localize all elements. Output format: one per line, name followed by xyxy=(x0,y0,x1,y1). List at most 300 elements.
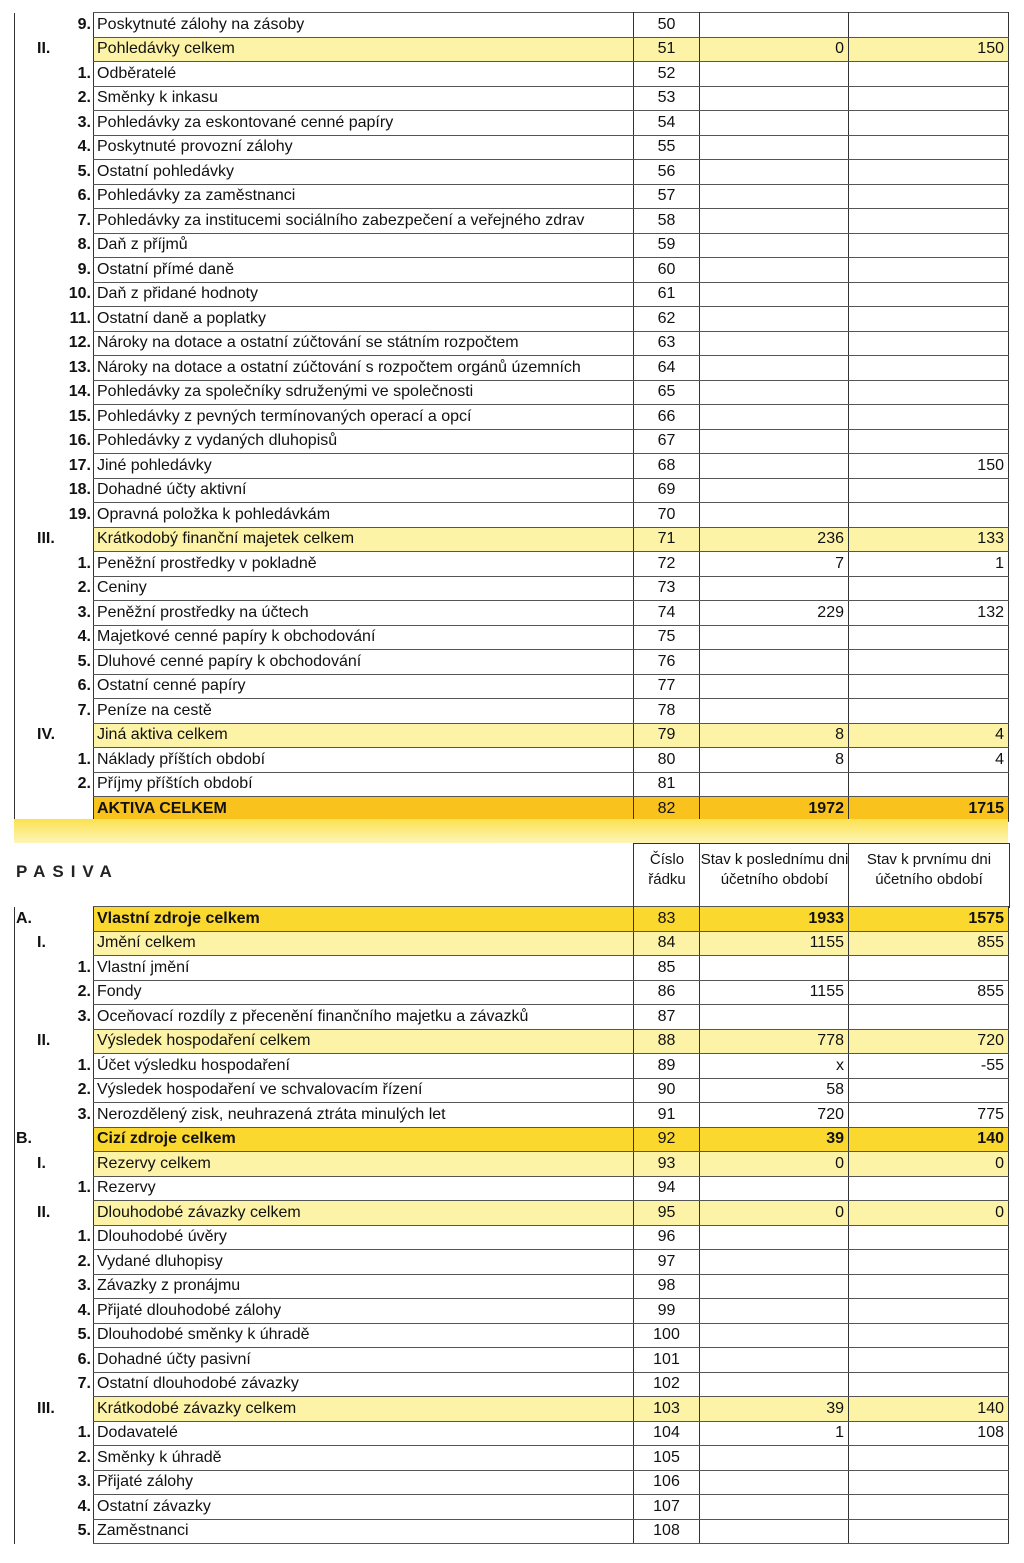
row-label: Fondy xyxy=(94,980,634,1005)
value-last-day xyxy=(700,209,849,234)
row-code: 1. xyxy=(15,956,94,981)
row-code: 1. xyxy=(15,62,94,87)
pasiva-title: PASIVA xyxy=(16,862,119,881)
row-number: 67 xyxy=(634,429,700,454)
row-number: 101 xyxy=(634,1348,700,1373)
row-code: 5. xyxy=(15,1323,94,1348)
table-row xyxy=(15,1299,1009,1324)
value-first-day: 855 xyxy=(849,980,1009,1005)
value-last-day: 1 xyxy=(700,1421,849,1446)
table-row xyxy=(15,1103,1009,1128)
row-code: I. xyxy=(15,1152,94,1177)
table-row xyxy=(15,405,1009,430)
row-code: A. xyxy=(15,907,94,932)
value-first-day xyxy=(849,1372,1009,1397)
value-last-day xyxy=(700,1470,849,1495)
row-code: 5. xyxy=(15,650,94,675)
table-row xyxy=(15,797,1009,822)
table-row xyxy=(15,1274,1009,1299)
row-label: Ostatní cenné papíry xyxy=(94,674,634,699)
pasiva-table xyxy=(14,906,1009,1544)
row-label: Ostatní pohledávky xyxy=(94,160,634,185)
row-label: Pohledávky za společníky sdruženými ve společnosti xyxy=(94,380,634,405)
row-code: 6. xyxy=(15,1348,94,1373)
header-last-day: Stav k poslednímu dni účetního období xyxy=(699,843,849,908)
row-number: 96 xyxy=(634,1225,700,1250)
table-row xyxy=(15,1054,1009,1079)
row-label: Poskytnuté zálohy na zásoby xyxy=(94,13,634,38)
row-label: Směnky k úhradě xyxy=(94,1446,634,1471)
row-label: Zaměstnanci xyxy=(94,1519,634,1544)
row-code: 5. xyxy=(15,160,94,185)
table-row xyxy=(15,723,1009,748)
row-number: 53 xyxy=(634,86,700,111)
row-label: Pohledávky za eskontované cenné papíry xyxy=(94,111,634,136)
row-number: 106 xyxy=(634,1470,700,1495)
row-code: 7. xyxy=(15,209,94,234)
value-first-day xyxy=(849,1495,1009,1520)
value-last-day: 39 xyxy=(700,1397,849,1422)
value-first-day xyxy=(849,233,1009,258)
row-number: 89 xyxy=(634,1054,700,1079)
row-label: Směnky k inkasu xyxy=(94,86,634,111)
row-code: 7. xyxy=(15,699,94,724)
row-label: Jiné pohledávky xyxy=(94,454,634,479)
table-row xyxy=(15,258,1009,283)
row-code: 13. xyxy=(15,356,94,381)
value-first-day xyxy=(849,1078,1009,1103)
value-first-day: 150 xyxy=(849,454,1009,479)
row-label: Odběratelé xyxy=(94,62,634,87)
row-code: 2. xyxy=(15,86,94,111)
row-code: 4. xyxy=(15,625,94,650)
row-code: 4. xyxy=(15,135,94,160)
row-label: Cizí zdroje celkem xyxy=(94,1127,634,1152)
row-code: 1. xyxy=(15,1176,94,1201)
table-row xyxy=(15,907,1009,932)
value-first-day xyxy=(849,674,1009,699)
value-last-day xyxy=(700,1225,849,1250)
value-last-day xyxy=(700,331,849,356)
value-first-day xyxy=(849,429,1009,454)
value-last-day xyxy=(700,1495,849,1520)
row-number: 94 xyxy=(634,1176,700,1201)
value-first-day xyxy=(849,1250,1009,1275)
value-first-day xyxy=(849,307,1009,332)
row-code: II. xyxy=(15,1029,94,1054)
value-last-day xyxy=(700,478,849,503)
row-number: 102 xyxy=(634,1372,700,1397)
row-number: 60 xyxy=(634,258,700,283)
table-row xyxy=(15,184,1009,209)
table-row xyxy=(15,931,1009,956)
row-code: 7. xyxy=(15,1372,94,1397)
value-last-day: 1972 xyxy=(700,797,849,822)
table-row xyxy=(15,1323,1009,1348)
table-row xyxy=(15,650,1009,675)
row-number: 65 xyxy=(634,380,700,405)
table-row xyxy=(15,307,1009,332)
value-first-day: 1715 xyxy=(849,797,1009,822)
value-last-day xyxy=(700,282,849,307)
row-number: 52 xyxy=(634,62,700,87)
row-code: 6. xyxy=(15,674,94,699)
table-row xyxy=(15,1201,1009,1226)
row-number: 69 xyxy=(634,478,700,503)
row-label: Ceniny xyxy=(94,576,634,601)
value-last-day xyxy=(700,503,849,528)
row-number: 86 xyxy=(634,980,700,1005)
row-code xyxy=(15,797,94,822)
table-row xyxy=(15,699,1009,724)
row-code: 18. xyxy=(15,478,94,503)
row-number: 90 xyxy=(634,1078,700,1103)
value-last-day: 7 xyxy=(700,552,849,577)
value-first-day xyxy=(849,1323,1009,1348)
value-first-day xyxy=(849,331,1009,356)
value-last-day xyxy=(700,1274,849,1299)
value-first-day: 108 xyxy=(849,1421,1009,1446)
row-number: 107 xyxy=(634,1495,700,1520)
value-first-day xyxy=(849,135,1009,160)
value-first-day xyxy=(849,86,1009,111)
row-code: 12. xyxy=(15,331,94,356)
value-last-day: 0 xyxy=(700,37,849,62)
row-label: Závazky z pronájmu xyxy=(94,1274,634,1299)
row-code: 15. xyxy=(15,405,94,430)
row-label: Pohledávky za zaměstnanci xyxy=(94,184,634,209)
row-number: 55 xyxy=(634,135,700,160)
value-last-day xyxy=(700,307,849,332)
row-number: 58 xyxy=(634,209,700,234)
value-first-day xyxy=(849,184,1009,209)
value-first-day xyxy=(849,772,1009,797)
value-first-day xyxy=(849,1274,1009,1299)
table-row xyxy=(15,62,1009,87)
row-number: 77 xyxy=(634,674,700,699)
table-row xyxy=(15,552,1009,577)
row-code: 4. xyxy=(15,1299,94,1324)
value-last-day xyxy=(700,356,849,381)
table-row xyxy=(15,1348,1009,1373)
table-row xyxy=(15,380,1009,405)
value-last-day xyxy=(700,429,849,454)
row-label: Výsledek hospodaření ve schvalovacím řízení xyxy=(94,1078,634,1103)
table-row xyxy=(15,674,1009,699)
row-number: 73 xyxy=(634,576,700,601)
table-row xyxy=(15,1372,1009,1397)
value-first-day xyxy=(849,160,1009,185)
value-first-day xyxy=(849,1348,1009,1373)
row-number: 61 xyxy=(634,282,700,307)
value-first-day: 0 xyxy=(849,1201,1009,1226)
row-label: Nerozdělený zisk, neuhrazená ztráta minulých let xyxy=(94,1103,634,1128)
row-number: 54 xyxy=(634,111,700,136)
row-number: 88 xyxy=(634,1029,700,1054)
value-last-day: 1155 xyxy=(700,931,849,956)
table-row xyxy=(15,1152,1009,1177)
row-label: Dlouhodobé závazky celkem xyxy=(94,1201,634,1226)
row-code: 2. xyxy=(15,1250,94,1275)
value-last-day xyxy=(700,1323,849,1348)
row-label: Opravná položka k pohledávkám xyxy=(94,503,634,528)
table-row xyxy=(15,956,1009,981)
row-code: 16. xyxy=(15,429,94,454)
table-row xyxy=(15,625,1009,650)
row-label: Rezervy xyxy=(94,1176,634,1201)
value-last-day xyxy=(700,405,849,430)
row-number: 63 xyxy=(634,331,700,356)
value-last-day xyxy=(700,160,849,185)
value-first-day: -55 xyxy=(849,1054,1009,1079)
row-number: 81 xyxy=(634,772,700,797)
row-number: 51 xyxy=(634,37,700,62)
row-label: Účet výsledku hospodaření xyxy=(94,1054,634,1079)
value-last-day: 236 xyxy=(700,527,849,552)
value-last-day xyxy=(700,184,849,209)
table-row xyxy=(15,772,1009,797)
value-last-day xyxy=(700,1446,849,1471)
row-code: 3. xyxy=(15,1274,94,1299)
table-row xyxy=(15,233,1009,258)
row-number: 75 xyxy=(634,625,700,650)
value-last-day xyxy=(700,1176,849,1201)
row-code: II. xyxy=(15,1201,94,1226)
table-row xyxy=(15,1225,1009,1250)
row-code: II. xyxy=(15,37,94,62)
row-label: Dlouhodobé směnky k úhradě xyxy=(94,1323,634,1348)
value-first-day xyxy=(849,625,1009,650)
row-code: III. xyxy=(15,1397,94,1422)
row-label: Jmění celkem xyxy=(94,931,634,956)
value-first-day xyxy=(849,956,1009,981)
row-code: 9. xyxy=(15,258,94,283)
row-code: 11. xyxy=(15,307,94,332)
header-row-number: Číslo řádku xyxy=(633,843,700,908)
row-number: 64 xyxy=(634,356,700,381)
value-first-day xyxy=(849,478,1009,503)
row-label: Příjmy příštích období xyxy=(94,772,634,797)
value-last-day: 720 xyxy=(700,1103,849,1128)
value-first-day xyxy=(849,1176,1009,1201)
row-number: 95 xyxy=(634,1201,700,1226)
row-number: 93 xyxy=(634,1152,700,1177)
table-row xyxy=(15,527,1009,552)
value-last-day xyxy=(700,674,849,699)
row-label: Nároky na dotace a ostatní zúčtování s rozpočtem orgánů územních xyxy=(94,356,634,381)
row-label: Jiná aktiva celkem xyxy=(94,723,634,748)
value-last-day xyxy=(700,1372,849,1397)
value-first-day: 140 xyxy=(849,1127,1009,1152)
row-number: 74 xyxy=(634,601,700,626)
row-label: Peněžní prostředky v pokladně xyxy=(94,552,634,577)
row-number: 82 xyxy=(634,797,700,822)
value-last-day xyxy=(700,699,849,724)
row-label: Daň z přidané hodnoty xyxy=(94,282,634,307)
table-row xyxy=(15,1397,1009,1422)
aktiva-table xyxy=(14,12,1009,822)
row-number: 84 xyxy=(634,931,700,956)
row-label: Krátkodobé závazky celkem xyxy=(94,1397,634,1422)
row-label: Dodavatelé xyxy=(94,1421,634,1446)
table-row xyxy=(15,748,1009,773)
header-first-day: Stav k prvnímu dni účetního období xyxy=(848,843,1010,908)
table-row xyxy=(15,576,1009,601)
row-code: I. xyxy=(15,931,94,956)
row-code: 17. xyxy=(15,454,94,479)
value-first-day: 140 xyxy=(849,1397,1009,1422)
table-row xyxy=(15,13,1009,38)
value-first-day xyxy=(849,1470,1009,1495)
value-first-day xyxy=(849,111,1009,136)
row-label: Vydané dluhopisy xyxy=(94,1250,634,1275)
row-label: Rezervy celkem xyxy=(94,1152,634,1177)
value-last-day xyxy=(700,576,849,601)
table-row xyxy=(15,1519,1009,1544)
row-number: 100 xyxy=(634,1323,700,1348)
row-label: Dlouhodobé úvěry xyxy=(94,1225,634,1250)
value-last-day xyxy=(700,380,849,405)
table-row xyxy=(15,601,1009,626)
value-first-day xyxy=(849,282,1009,307)
row-code: 3. xyxy=(15,601,94,626)
row-label: Dluhové cenné papíry k obchodování xyxy=(94,650,634,675)
value-last-day xyxy=(700,454,849,479)
value-last-day: 8 xyxy=(700,748,849,773)
row-label: Nároky na dotace a ostatní zúčtování se státním rozpočtem xyxy=(94,331,634,356)
row-code: 3. xyxy=(15,1005,94,1030)
row-label: Přijaté zálohy xyxy=(94,1470,634,1495)
value-first-day xyxy=(849,1005,1009,1030)
value-last-day xyxy=(700,111,849,136)
row-code: 3. xyxy=(15,1103,94,1128)
row-label: Ostatní dlouhodobé závazky xyxy=(94,1372,634,1397)
value-first-day: 133 xyxy=(849,527,1009,552)
row-code: 3. xyxy=(15,1470,94,1495)
row-number: 105 xyxy=(634,1446,700,1471)
row-label: Daň z příjmů xyxy=(94,233,634,258)
value-first-day xyxy=(849,699,1009,724)
row-number: 103 xyxy=(634,1397,700,1422)
value-first-day: 0 xyxy=(849,1152,1009,1177)
row-code: 10. xyxy=(15,282,94,307)
table-row xyxy=(15,1250,1009,1275)
row-label: Poskytnuté provozní zálohy xyxy=(94,135,634,160)
table-row xyxy=(15,356,1009,381)
row-code: III. xyxy=(15,527,94,552)
row-label: Dohadné účty pasivní xyxy=(94,1348,634,1373)
value-first-day: 1 xyxy=(849,552,1009,577)
value-first-day xyxy=(849,576,1009,601)
row-code: 2. xyxy=(15,772,94,797)
value-first-day xyxy=(849,1519,1009,1544)
row-number: 83 xyxy=(634,907,700,932)
value-last-day: 39 xyxy=(700,1127,849,1152)
value-last-day xyxy=(700,13,849,38)
row-code: 1. xyxy=(15,1421,94,1446)
value-last-day: 0 xyxy=(700,1152,849,1177)
row-label: Dohadné účty aktivní xyxy=(94,478,634,503)
value-last-day xyxy=(700,135,849,160)
row-label: Krátkodobý finanční majetek celkem xyxy=(94,527,634,552)
row-label: Výsledek hospodaření celkem xyxy=(94,1029,634,1054)
row-number: 80 xyxy=(634,748,700,773)
row-label: Přijaté dlouhodobé zálohy xyxy=(94,1299,634,1324)
row-number: 66 xyxy=(634,405,700,430)
row-label: Oceňovací rozdíly z přecenění finančního majetku a závazků xyxy=(94,1005,634,1030)
value-last-day xyxy=(700,1299,849,1324)
value-last-day xyxy=(700,956,849,981)
value-first-day: 4 xyxy=(849,723,1009,748)
value-first-day: 132 xyxy=(849,601,1009,626)
row-code: 1. xyxy=(15,748,94,773)
row-code: 14. xyxy=(15,380,94,405)
row-number: 62 xyxy=(634,307,700,332)
value-last-day xyxy=(700,233,849,258)
row-label: AKTIVA CELKEM xyxy=(94,797,634,822)
table-row xyxy=(15,209,1009,234)
row-code: 2. xyxy=(15,1078,94,1103)
value-first-day: 1575 xyxy=(849,907,1009,932)
row-number: 56 xyxy=(634,160,700,185)
value-last-day: 778 xyxy=(700,1029,849,1054)
table-row xyxy=(15,1029,1009,1054)
row-code: 2. xyxy=(15,576,94,601)
row-number: 99 xyxy=(634,1299,700,1324)
row-number: 50 xyxy=(634,13,700,38)
row-label: Náklady příštích období xyxy=(94,748,634,773)
row-code: 2. xyxy=(15,980,94,1005)
table-row xyxy=(15,37,1009,62)
row-label: Pohledávky celkem xyxy=(94,37,634,62)
row-label: Ostatní přímé daně xyxy=(94,258,634,283)
value-first-day xyxy=(849,13,1009,38)
row-label: Pohledávky za institucemi sociálního zabezpečení a veřejného zdrav xyxy=(94,209,634,234)
value-last-day xyxy=(700,258,849,283)
value-first-day xyxy=(849,380,1009,405)
table-row xyxy=(15,1005,1009,1030)
table-row xyxy=(15,1078,1009,1103)
table-row xyxy=(15,1446,1009,1471)
row-label: Majetkové cenné papíry k obchodování xyxy=(94,625,634,650)
row-label: Ostatní daně a poplatky xyxy=(94,307,634,332)
row-number: 91 xyxy=(634,1103,700,1128)
row-number: 78 xyxy=(634,699,700,724)
value-first-day: 855 xyxy=(849,931,1009,956)
table-row xyxy=(15,282,1009,307)
row-label: Vlastní zdroje celkem xyxy=(94,907,634,932)
value-first-day xyxy=(849,62,1009,87)
row-label: Pohledávky z vydaných dluhopisů xyxy=(94,429,634,454)
row-label: Peněžní prostředky na účtech xyxy=(94,601,634,626)
row-code: 9. xyxy=(15,13,94,38)
row-code: 6. xyxy=(15,184,94,209)
table-row xyxy=(15,135,1009,160)
value-last-day xyxy=(700,86,849,111)
value-first-day: 775 xyxy=(849,1103,1009,1128)
row-number: 104 xyxy=(634,1421,700,1446)
value-last-day xyxy=(700,625,849,650)
value-first-day xyxy=(849,405,1009,430)
value-first-day: 150 xyxy=(849,37,1009,62)
value-first-day xyxy=(849,356,1009,381)
value-last-day: x xyxy=(700,1054,849,1079)
row-number: 71 xyxy=(634,527,700,552)
value-last-day: 58 xyxy=(700,1078,849,1103)
row-number: 72 xyxy=(634,552,700,577)
row-number: 87 xyxy=(634,1005,700,1030)
row-code: 1. xyxy=(15,552,94,577)
